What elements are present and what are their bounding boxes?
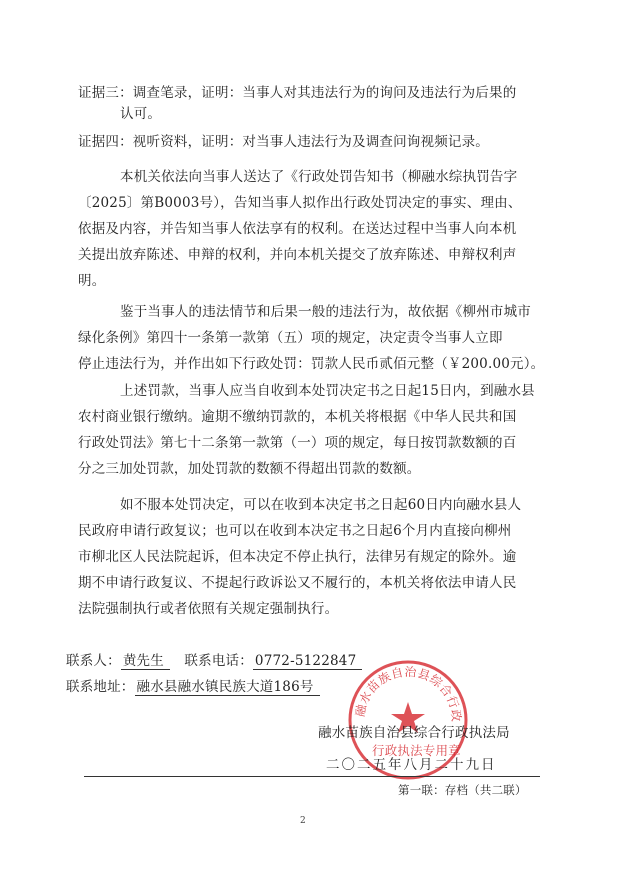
signature-agency: 融水苗族自治县综合行政执法局 — [318, 725, 510, 741]
para1-line-3: 依据及内容，并告知当事人依法享有的权利。在送达过程中当事人向本机 — [78, 221, 517, 237]
para2-line-1: 鉴于当事人的违法情节和后果一般的违法行为，故依据《柳州市城市 — [120, 304, 531, 320]
para3-line-2: 农村商业银行缴纳。逾期不缴纳罚款的，本机关将根据《中华人民共和国 — [78, 409, 517, 425]
evidence-3-line-1: 证据三：调查笔录，证明：当事人对其违法行为的询问及违法行为后果的 — [78, 85, 517, 101]
para1-line-1: 本机关依法向当事人送达了《行政处罚告知书（柳融水综执罚告字 — [120, 169, 518, 185]
contact-phone-value: 0772-5122847 — [253, 653, 362, 670]
page-number: 2 — [300, 816, 306, 826]
para3-line-3: 行政处罚法》第七十二条第一款第（一）项的规定，每日按罚款数额的百 — [78, 435, 517, 451]
seal-ring-text: 融水苗族自治县综合行政 — [352, 664, 464, 723]
para2-line-3: 停止违法行为，并作出如下行政处罚：罚款人民币贰佰元整（￥200.00元）。 — [78, 356, 545, 372]
contact-address-label: 联系地址： — [66, 679, 135, 695]
footer-rule — [84, 776, 540, 777]
para4-line-5: 法院强制执行或者依照有关规定强制执行。 — [78, 601, 339, 617]
para3-line-4: 分之三加处罚款，加处罚款的数额不得超出罚款的数额。 — [78, 461, 421, 477]
para4-line-1: 如不服本处罚决定，可以在收到本决定书之日起60日内向融水县人 — [120, 497, 522, 513]
evidence-3-line-2: 认可。 — [120, 106, 162, 122]
para3-line-1: 上述罚款，当事人应当自收到本处罚决定书之日起15日内，到融水县 — [120, 383, 535, 399]
para1-line-4: 关提出放弃陈述、申辩的权利，并向本机关提交了放弃陈述、申辩权利声 — [78, 247, 517, 263]
contact-address-value: 融水县融水镇民族大道186号 — [135, 679, 320, 696]
seal-center-text: 行政执法专用章 — [372, 743, 461, 758]
copy-stub-note: 第一联：存档（共二联） — [398, 783, 527, 797]
contact-person-value: 黄先生 — [121, 653, 170, 670]
para4-line-2: 民政府申请行政复议；也可以在收到本决定书之日起6个月内直接向柳州 — [78, 523, 512, 539]
para4-line-4: 期不申请行政复议、不提起行政诉讼又不履行的，本机关将依法申请人民 — [78, 575, 517, 591]
evidence-4-line: 证据四：视听资料，证明：对当事人违法行为及调查问询视频记录。 — [78, 134, 489, 150]
para1-line-2: 〔2025〕第B0003号），告知当事人拟作出行政处罚决定的事实、理由、 — [78, 195, 522, 211]
address-line — [66, 678, 320, 696]
para4-line-3: 市柳北区人民法院起诉，但本决定不停止执行，法律另有规定的除外。逾 — [78, 549, 517, 565]
para1-line-5: 明。 — [78, 273, 106, 289]
para2-line-2: 绿化条例》第四十一条第一款第（五）项的规定，决定责令当事人立即 — [78, 330, 503, 346]
contact-line — [66, 652, 362, 670]
signature-date: 二〇二五年八月二十九日 — [326, 757, 497, 773]
contact-person-label: 联系人： — [66, 653, 121, 669]
contact-phone-label: 联系电话： — [184, 653, 253, 669]
